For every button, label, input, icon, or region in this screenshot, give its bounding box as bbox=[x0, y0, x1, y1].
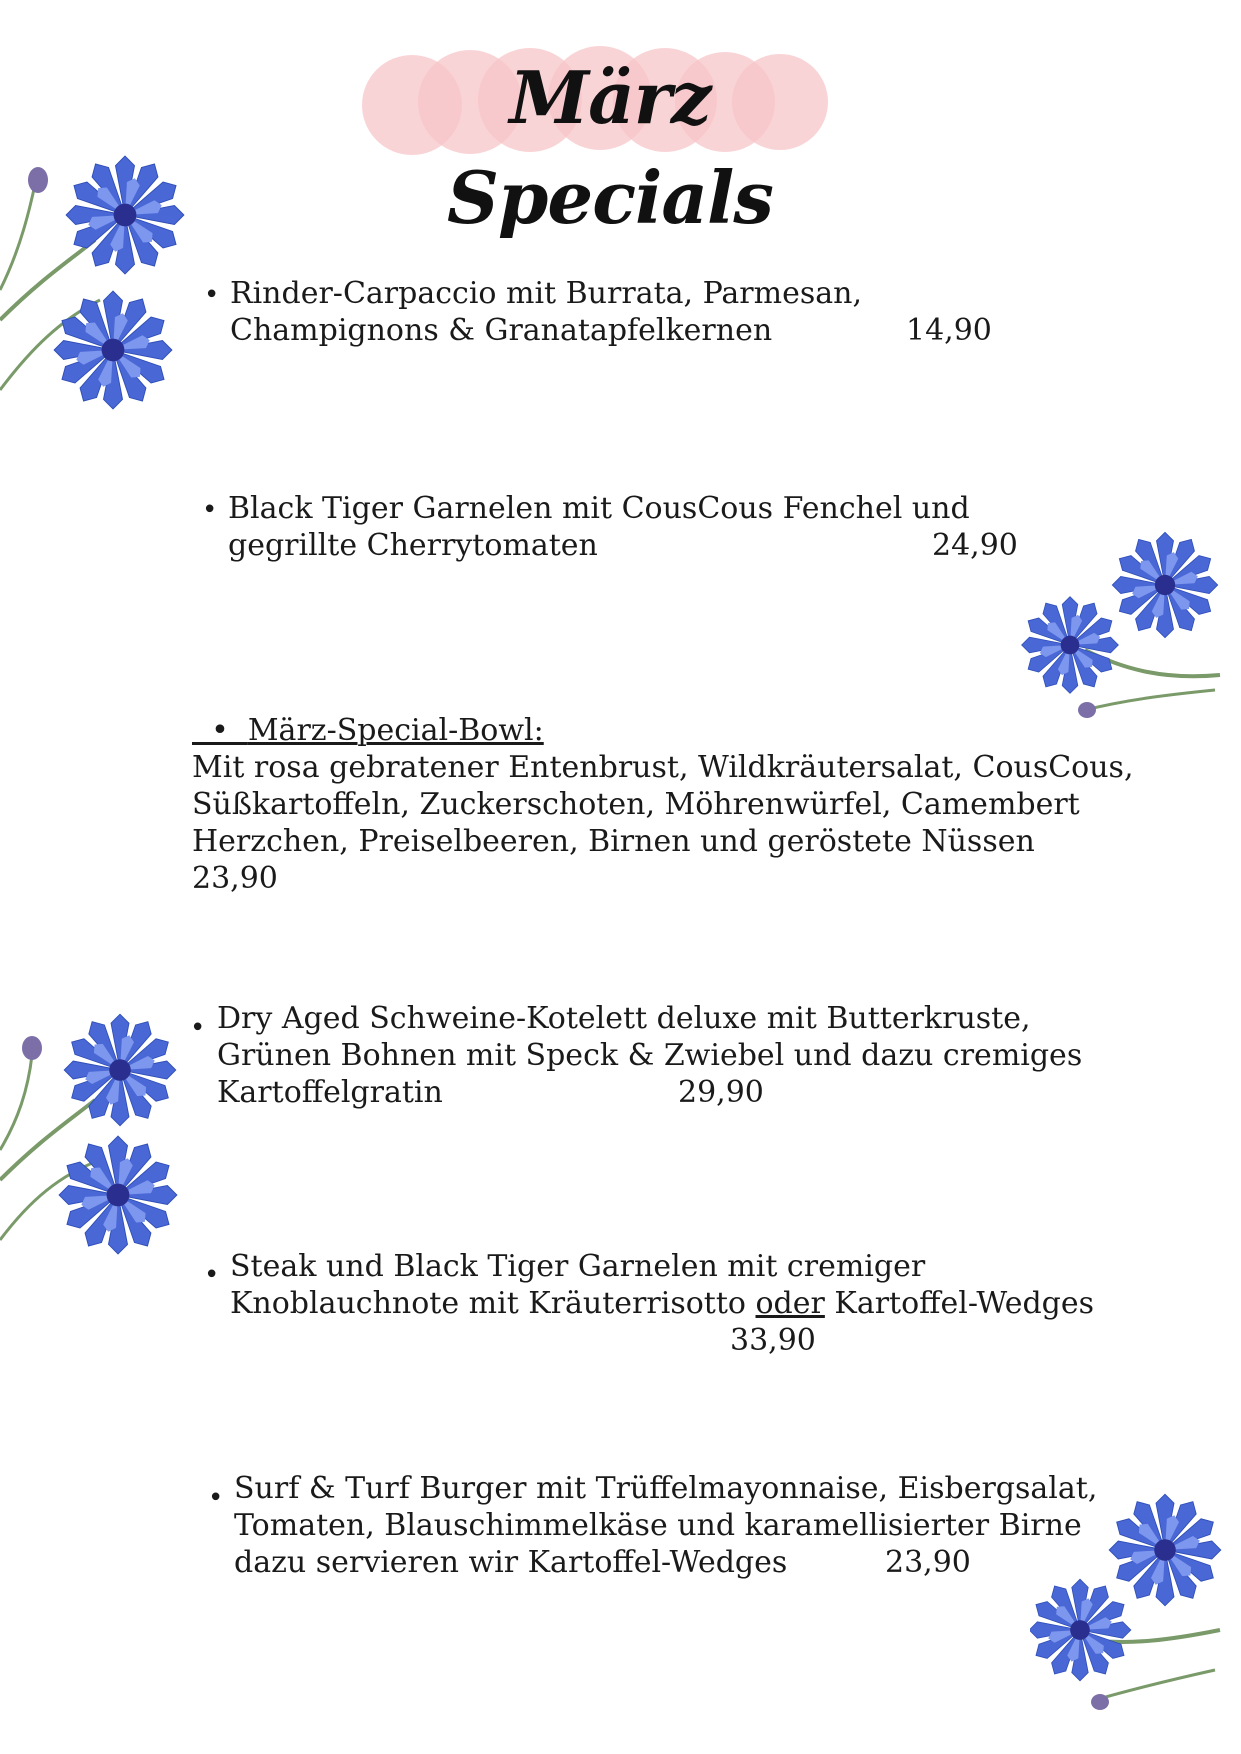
cornflower-icon bbox=[0, 140, 190, 440]
item-5-price: 33,90 bbox=[730, 1323, 816, 1358]
item-5-line-2-before: Knoblauchnote mit Kräuterrisotto bbox=[230, 1286, 756, 1321]
item-3-price: 23,90 bbox=[192, 861, 278, 896]
item-3-line-2: Süßkartoffeln, Zuckerschoten, Möhrenwürfel, Camembert bbox=[192, 787, 1080, 822]
item-6-line-3: dazu servieren wir Kartoffel-Wedges bbox=[234, 1545, 788, 1580]
item-1-line-2: Champignons & Granatapfelkernen bbox=[230, 313, 773, 348]
item-6-line-2: Tomaten, Blauschimmelkäse und karamellisierter Birne bbox=[234, 1508, 1082, 1543]
item-5-line-2-after: Kartoffel-Wedges bbox=[824, 1286, 1095, 1321]
item-6-price: 23,90 bbox=[885, 1545, 971, 1580]
item-5-line-1: Steak und Black Tiger Garnelen mit cremiger bbox=[230, 1249, 926, 1284]
item-3-heading: • März-Special-Bowl: bbox=[192, 713, 544, 748]
bullet-icon: • bbox=[190, 1013, 206, 1043]
item-2-line-1: Black Tiger Garnelen mit CousCous Fenchel und bbox=[228, 491, 970, 526]
item-3-line-1: Mit rosa gebratener Entenbrust, Wildkräutersalat, CousCous, bbox=[192, 750, 1134, 785]
item-4-line-1: Dry Aged Schweine-Kotelett deluxe mit Butterkruste, bbox=[217, 1001, 1031, 1036]
item-3-heading-text: März-Special-Bowl: bbox=[247, 713, 544, 748]
cornflower-icon bbox=[1030, 1490, 1241, 1720]
item-1-line-1: Rinder-Carpaccio mit Burrata, Parmesan, bbox=[230, 276, 862, 311]
item-3-line-3: Herzchen, Preiselbeeren, Birnen und geröstete Nüssen bbox=[192, 824, 1035, 859]
item-4-price: 29,90 bbox=[678, 1075, 764, 1110]
item-6-line-1: Surf & Turf Burger mit Trüffelmayonnaise, Eisbergsalat, bbox=[234, 1471, 1098, 1506]
bullet-icon: • bbox=[202, 495, 218, 525]
item-5-line-2 bbox=[230, 1285, 1094, 1322]
item-2-line-2: gegrillte Cherrytomaten bbox=[228, 528, 598, 563]
bullet-icon: • bbox=[204, 1260, 220, 1290]
page-title: März Specials bbox=[447, 55, 773, 240]
item-2-price: 24,90 bbox=[932, 528, 1018, 563]
bullet-icon: • bbox=[204, 280, 220, 310]
title-banner bbox=[360, 40, 860, 240]
cornflower-icon bbox=[0, 1000, 190, 1280]
item-4-line-2: Grünen Bohnen mit Speck & Zwiebel und dazu cremiges bbox=[217, 1038, 1083, 1073]
cornflower-icon bbox=[1015, 530, 1241, 730]
item-1-price: 14,90 bbox=[906, 313, 992, 348]
item-4-line-3: Kartoffelgratin bbox=[217, 1075, 443, 1110]
bullet-icon: • bbox=[208, 1483, 224, 1513]
item-5-line-2-underlined: oder bbox=[755, 1286, 825, 1321]
